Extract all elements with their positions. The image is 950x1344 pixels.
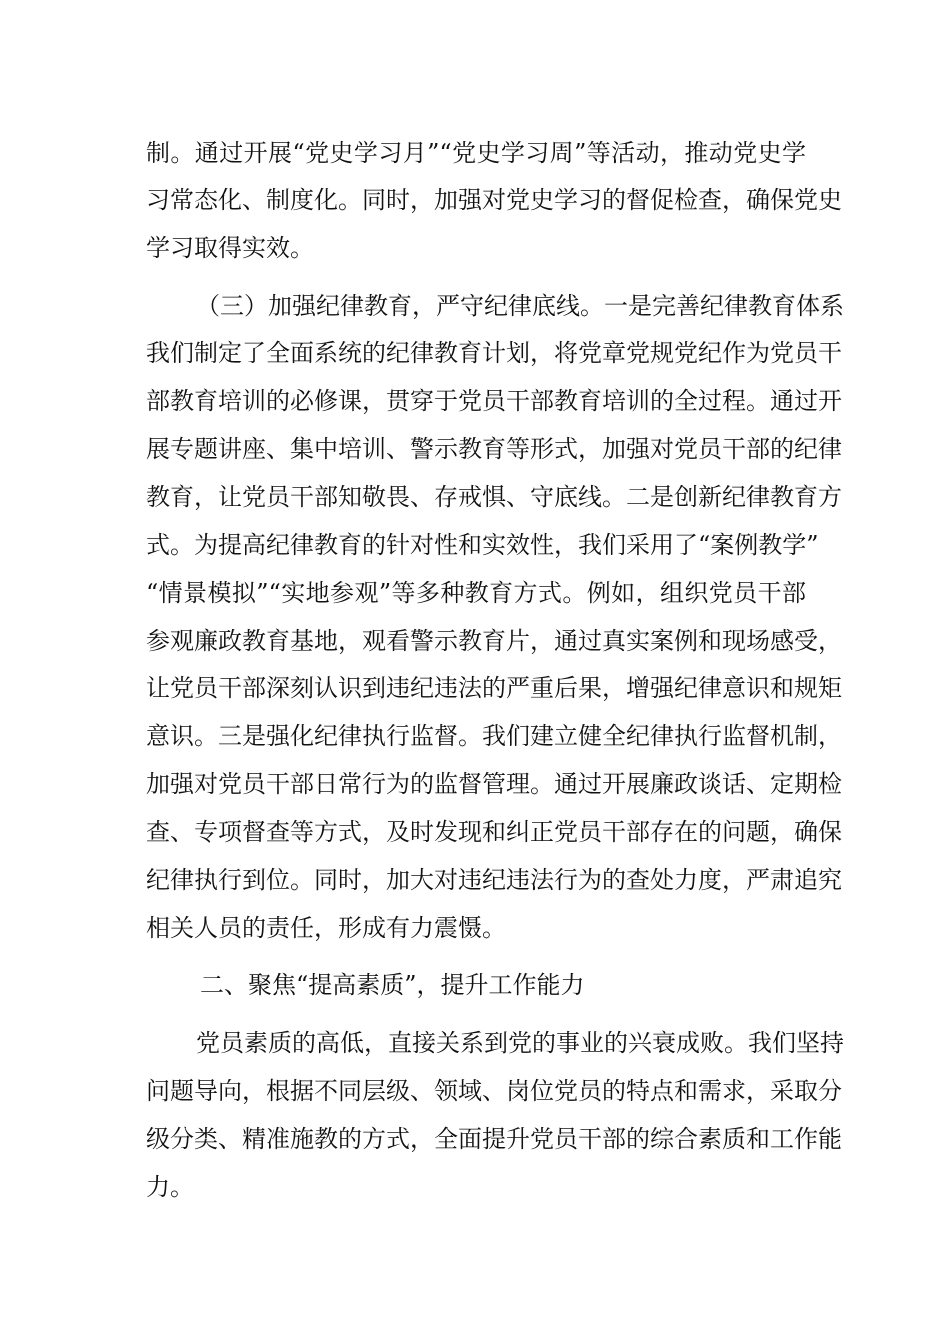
paragraph-line: 问题导向，根据不同层级、领域、岗位党员的特点和需求，采取分 (146, 1077, 842, 1105)
paragraph-line: 加强对党员干部日常行为的监督管理。通过开展廉政谈话、定期检 (146, 770, 842, 798)
paragraph-line: 查、专项督查等方式，及时发现和纠正党员干部存在的问题，确保 (146, 818, 842, 846)
paragraph-line: 展专题讲座、集中培训、警示教育等形式，加强对党员干部的纪律 (146, 435, 842, 463)
paragraph-line: 参观廉政教育基地，观看警示教育片，通过真实案例和现场感受， (146, 627, 842, 655)
paragraph-line: 力。 (146, 1173, 194, 1201)
paragraph-line: 意识。三是强化纪律执行监督。我们建立健全纪律执行监督机制， (146, 722, 842, 750)
paragraph-line: 式。为提高纪律教育的针对性和实效性，我们采用了“案例教学” (146, 531, 819, 559)
paragraph-line: 级分类、精准施教的方式，全面提升党员干部的综合素质和工作能 (146, 1125, 842, 1153)
paragraph-line: 制。通过开展“党史学习月”“党史学习周”等活动，推动党史学 (146, 139, 806, 167)
paragraph-line: 部教育培训的必修课，贯穿于党员干部教育培训的全过程。通过开 (146, 387, 842, 415)
paragraph-line: “情景模拟”“实地参观”等多种教育方式。例如，组织党员干部 (146, 579, 806, 607)
paragraph-line: 我们制定了全面系统的纪律教育计划，将党章党规党纪作为党员干 (146, 339, 842, 367)
paragraph-line: 纪律执行到位。同时，加大对违纪违法行为的查处力度，严肃追究 (146, 866, 842, 894)
section-heading-line: （三）加强纪律教育，严守纪律底线。一是完善纪律教育体系 (196, 292, 844, 320)
paragraph-line: 习常态化、制度化。同时，加强对党史学习的督促检查，确保党史 (146, 186, 842, 214)
paragraph-line: 教育，让党员干部知敬畏、存戒惧、守底线。二是创新纪律教育方 (146, 483, 842, 511)
paragraph-line: 学习取得实效。 (146, 234, 314, 262)
paragraph-line: 让党员干部深刻认识到违纪违法的严重后果，增强纪律意识和规矩 (146, 674, 842, 702)
section-heading: 二、聚焦“提高素质”，提升工作能力 (200, 971, 585, 999)
paragraph-line: 党员素质的高低，直接关系到党的事业的兴衰成败。我们坚持 (196, 1029, 844, 1057)
paragraph-line: 相关人员的责任，形成有力震慑。 (146, 914, 506, 942)
